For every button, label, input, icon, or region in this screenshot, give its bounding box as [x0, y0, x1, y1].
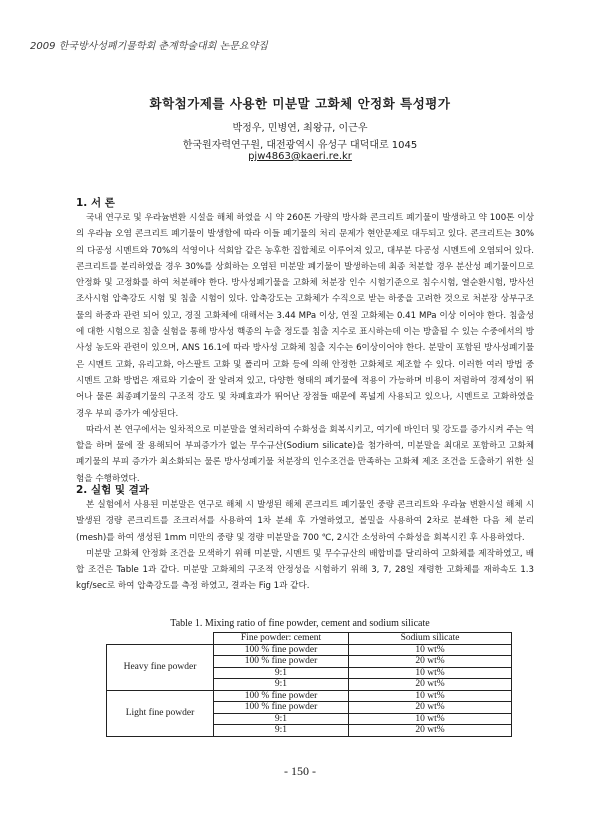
- table-cell: 9:1: [214, 713, 349, 725]
- table-cell: 100 % fine powder: [214, 644, 349, 656]
- table-cell: 100 % fine powder: [214, 656, 349, 668]
- table-cell: 20 wt%: [349, 679, 512, 691]
- table-cell: 10 wt%: [349, 667, 512, 679]
- paper-affiliation: 한국원자력연구원, 대전광역시 유성구 대덕대로 1045: [182, 140, 418, 151]
- paper-authors: 박정우, 민병연, 최왕규, 이근우: [232, 123, 368, 134]
- body-paragraph: 본 실험에서 사용된 미분말은 연구로 해체 시 발생된 해체 콘크리트 폐기물인 중량 콘크리트와 우라늄 변환시설 해체 시 발생된 경량 콘크리트를 조크러셔를 사용하여 1차 분쇄 후 가열하였고, 볼밀을 사용하여 2차로 분쇄한 다음 체 분리(mesh)를 하여 생성된 1mm 미만의 중량 및 경량 미분말을 700 ℃, 2시간 소성하여 수화성을 회복시킨 후 사용하였다.: [76, 500, 534, 543]
- table-caption: Table 1. Mixing ratio of fine powder, cement and sodium silicate: [170, 618, 430, 629]
- table-cell: 9:1: [214, 679, 349, 691]
- table-cell: 10 wt%: [349, 690, 512, 702]
- table-corner-cell: [107, 633, 214, 645]
- table-column-header: Fine powder: cement: [214, 633, 349, 645]
- table-cell: 10 wt%: [349, 713, 512, 725]
- table-cell: 20 wt%: [349, 702, 512, 714]
- body-paragraph: 국내 연구로 및 우라늄변환 시설을 해체 하였을 시 약 260톤 가량의 방사화 콘크리트 폐기물이 발생하고 약 100톤 이상의 우라늄 오염 콘크리트 폐기물이 발생함에 따라 이들 폐기물의 처리 문제가 현안문제로 대두되고 있다. 콘크리트는 30%의 다공성 시멘트와 70%의 석영이나 석회암 같은 농후한 집합체로 이루어져 있고, 대부분 다공성 시멘트에 오염되어 있다. 콘크리트를 분리하였을 경우 30%를 상회하는 오염된 미분말 폐기물이 발생하는데 최종 처분할 경우 분산성 폐기물이므로 안정화 및 고정화를 하여 처분해야 한다. 방사성폐기물을 고화체 처분장 인수 시험기준으로 침수시험, 열순환시험, 방사선 조사시험 압축강도 시험 및 침출 시험이 있다. 압축강도는 고화체가 수직으로 받는 하중을 고려한 것으로 처분장 상부구조물의 하중과 관련 되어 있고, 경질 고화체에 대해서는 3.44 MPa 이상, 연질 고화체는 0.41 MPa 이상 이어야 한다. 침출성에 대한 시험으로 침출 실험을 통해 방사성 핵종의 누출 정도를 침출 지수로 표시하는데 이는 방출될 수 있는 수중에서의 방사성 농도와 관련이 있으며, ANS 16.1에 따라 방사성 고화체 침출 지수는 6이상이어야 한다. 분말이 포함된 방사성폐기물은 시멘트 고화, 유리고화, 아스팔트 고화 및 폴리머 고화 등에 의해 안정한 고화체로 제조할 수 있다. 이러한 여러 방법 중 시멘트 고화 방법은 재료와 기술이 잘 알려져 있고, 다양한 형태의 폐기물에 적용이 가능하며 비용이 저렴하여 경제성이 뛰어나 물론 최종폐기물의 구조적 강도 및 차폐효과가 뛰어난 장점들 때문에 폭넓게 사용되고 있으나, 시멘트로 고화하였을 경우 부피 증가가 예상된다.: [76, 213, 534, 419]
- table-header-row: [107, 633, 512, 645]
- body-paragraph: 미분말 고화체 안정화 조건을 모색하기 위해 미분말, 시멘트 및 무수규산의 배합비를 달리하여 고화체를 제작하였고, 배합 조건은 Table 1과 같다. 미분말 고화체의 구조적 안정성을 시험하기 위해 3, 7, 28일 재령한 고화체를 재하속도 1.3 kgf/sec로 하여 압축강도를 측정 하였고, 결과는 Fig 1과 같다.: [76, 548, 534, 592]
- table-row: [107, 644, 512, 656]
- table-cell: 9:1: [214, 667, 349, 679]
- table-cell: 10 wt%: [349, 644, 512, 656]
- table-cell: 100 % fine powder: [214, 702, 349, 714]
- table-cell: 20 wt%: [349, 725, 512, 737]
- author-email-link[interactable]: pjw4863@kaeri.re.kr: [248, 151, 352, 162]
- section-heading-experiment: 2. 실험 및 결과: [76, 484, 149, 496]
- paper-title: 화학첨가제를 사용한 미분말 고화체 안정화 특성평가: [149, 96, 451, 111]
- table-group-label: Heavy fine powder: [107, 644, 214, 690]
- section-heading-introduction: 1. 서 론: [76, 197, 115, 209]
- page-number: - 150 -: [284, 764, 316, 778]
- running-head: 2009 한국방사성폐기물학회 춘계학술대회 논문요약집: [30, 41, 268, 52]
- table-cell: 20 wt%: [349, 656, 512, 668]
- body-paragraph: 따라서 본 연구에서는 일차적으로 미분말을 열처리하여 수화성을 회복시키고, 여기에 바인더 및 강도를 증가시켜 주는 역할을 하며 물에 잘 용해되어 부피증가가 없는 무수규산(Sodium silicate)을 첨가하여, 미분말을 최대로 포함하고 고화체 폐기물의 부피 증가가 최소화되는 물론 방사성폐기물 처분장의 인수조건을 만족하는 고화체 제조 조건을 도출하기 위한 실험을 수행하였다.: [76, 424, 534, 484]
- mixing-ratio-table: [106, 632, 512, 737]
- table-group-label: Light fine powder: [107, 690, 214, 736]
- table-row: [107, 690, 512, 702]
- table-cell: 100 % fine powder: [214, 690, 349, 702]
- table-column-header: Sodium silicate: [349, 633, 512, 645]
- section-body-introduction: [76, 210, 534, 487]
- table-cell: 9:1: [214, 725, 349, 737]
- section-body-experiment: [76, 497, 534, 595]
